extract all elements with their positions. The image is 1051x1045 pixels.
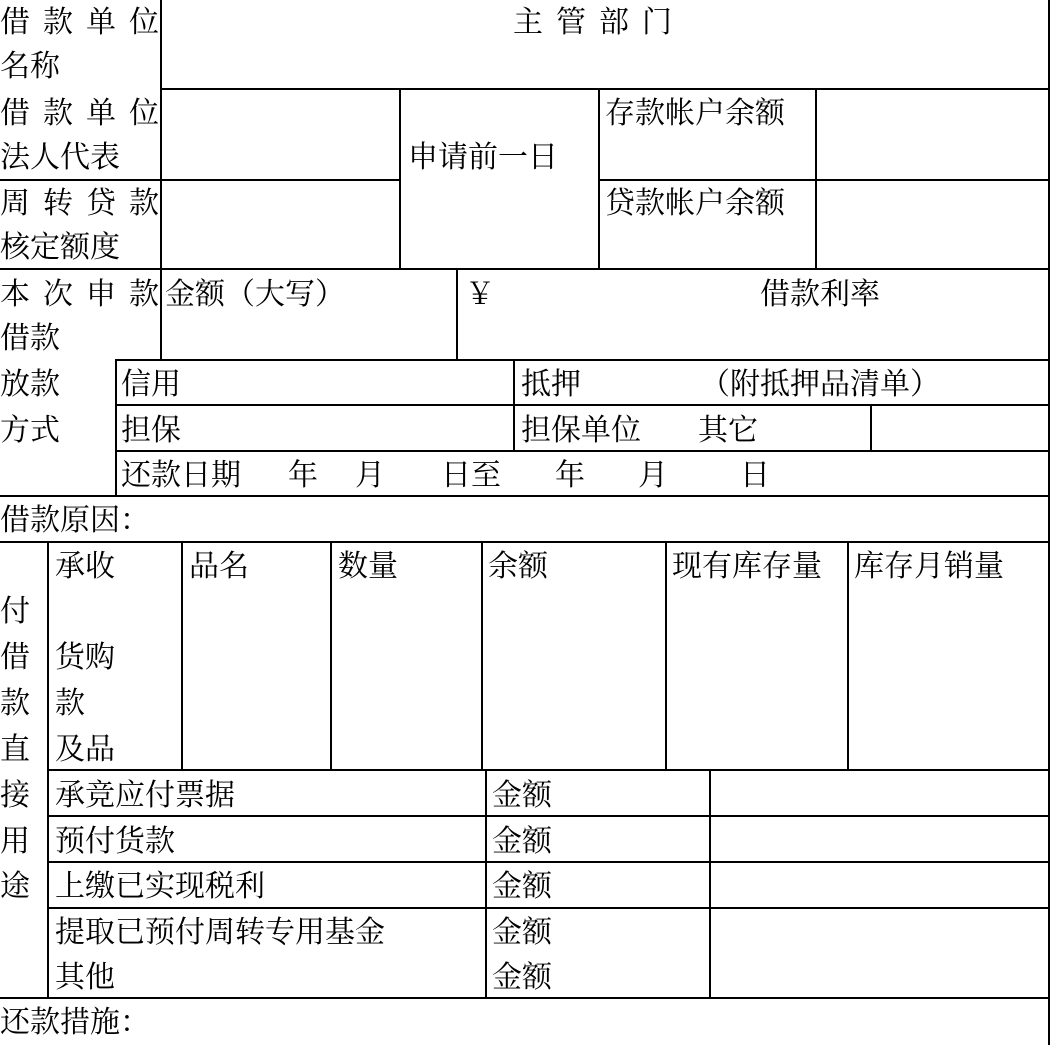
repay-month-2: 月 bbox=[638, 458, 668, 493]
col-line bbox=[47, 541, 49, 997]
deposit-balance-label: 存款帐户余额 bbox=[605, 96, 785, 131]
loan-balance-label: 贷款帐户余额 bbox=[605, 186, 785, 221]
usage-item: 承竞应付票据 bbox=[55, 778, 235, 813]
unit-name-label-2: 名称 bbox=[0, 49, 60, 84]
repay-date-label: 还款日期 bbox=[121, 458, 241, 493]
usage-item: 其他 bbox=[55, 960, 115, 995]
guarantee-label: 担保 bbox=[121, 413, 181, 448]
goods-label-line: 款 bbox=[55, 686, 85, 721]
header-current-stock: 现有库存量 bbox=[672, 549, 822, 584]
amount-label: 金额 bbox=[492, 778, 552, 813]
col-line bbox=[485, 769, 487, 997]
col-line bbox=[870, 404, 872, 450]
col-line bbox=[815, 88, 817, 268]
repay-day-2: 日 bbox=[740, 458, 770, 493]
yen-symbol: ￥ bbox=[465, 277, 495, 312]
amount-caps-label: 金额（大写） bbox=[165, 277, 345, 312]
row-line bbox=[161, 88, 1050, 90]
revolving-quota-label-2: 核定额度 bbox=[0, 230, 120, 265]
usage-label-char: 款 bbox=[0, 686, 30, 721]
col-line bbox=[481, 541, 483, 769]
amount-label: 金额 bbox=[492, 869, 552, 904]
col-line bbox=[115, 359, 117, 495]
goods-label-line: 承收 bbox=[55, 549, 115, 584]
col-line bbox=[709, 769, 711, 997]
col-line bbox=[513, 359, 515, 450]
amount-label: 金额 bbox=[492, 915, 552, 950]
row-line bbox=[0, 268, 1050, 270]
credit-label: 信用 bbox=[121, 367, 181, 402]
usage-label-char: 接 bbox=[0, 778, 30, 813]
usage-label-char: 直 bbox=[0, 732, 30, 767]
row-line bbox=[0, 541, 1050, 543]
repay-year-2: 年 bbox=[555, 458, 585, 493]
reason-label: 借款原因： bbox=[0, 503, 150, 538]
method-label: 放款 bbox=[0, 367, 60, 402]
other-label: 其它 bbox=[698, 413, 758, 448]
col-line bbox=[330, 541, 332, 769]
goods-label-line: 货购 bbox=[55, 640, 115, 675]
legal-rep-label: 借款单位 bbox=[0, 96, 172, 131]
amount-label: 金额 bbox=[492, 824, 552, 859]
col-line bbox=[399, 88, 401, 268]
repay-month-1: 月 bbox=[355, 458, 385, 493]
method-label-2: 方式 bbox=[0, 413, 60, 448]
header-balance: 余额 bbox=[488, 549, 548, 584]
header-quantity: 数量 bbox=[338, 549, 398, 584]
header-monthly-sales: 库存月销量 bbox=[854, 549, 1004, 584]
revolving-quota-label: 周转贷款 bbox=[0, 186, 172, 221]
col-line bbox=[181, 541, 183, 769]
legal-rep-label-2: 法人代表 bbox=[0, 140, 120, 175]
unit-name-label: 借款单位 bbox=[0, 5, 172, 40]
usage-label-char: 付 bbox=[0, 594, 30, 629]
repay-day-to: 日至 bbox=[441, 458, 501, 493]
this-loan-label-2: 借款 bbox=[0, 321, 60, 356]
usage-item: 提取已预付周转专用基金 bbox=[55, 915, 385, 950]
mortgage-note: （附抵押品清单） bbox=[700, 367, 940, 402]
interest-rate-label: 借款利率 bbox=[760, 277, 880, 312]
supervisor-label: 主管部门 bbox=[513, 5, 685, 40]
amount-label: 金额 bbox=[492, 960, 552, 995]
repay-measures-label: 还款措施： bbox=[0, 1005, 150, 1040]
usage-label-char: 借 bbox=[0, 640, 30, 675]
col-line bbox=[456, 268, 458, 359]
right-border bbox=[1048, 0, 1050, 1045]
usage-label-char: 用 bbox=[0, 824, 30, 859]
usage-item: 上缴已实现税利 bbox=[55, 869, 265, 904]
repay-year-1: 年 bbox=[288, 458, 318, 493]
col-line bbox=[847, 541, 849, 769]
this-loan-label: 本次申款 bbox=[0, 277, 172, 312]
usage-item: 预付货款 bbox=[55, 824, 175, 859]
day-before-label: 申请前一日 bbox=[408, 140, 558, 175]
col-line bbox=[598, 88, 600, 268]
header-product-name: 品名 bbox=[189, 549, 249, 584]
row-line bbox=[116, 359, 1050, 361]
mortgage-label: 抵押 bbox=[521, 367, 581, 402]
col-line bbox=[665, 541, 667, 769]
guarantor-label: 担保单位 bbox=[521, 413, 641, 448]
goods-label-line: 及品 bbox=[55, 732, 115, 767]
row-line bbox=[48, 769, 1050, 771]
usage-label-char: 途 bbox=[0, 869, 30, 904]
